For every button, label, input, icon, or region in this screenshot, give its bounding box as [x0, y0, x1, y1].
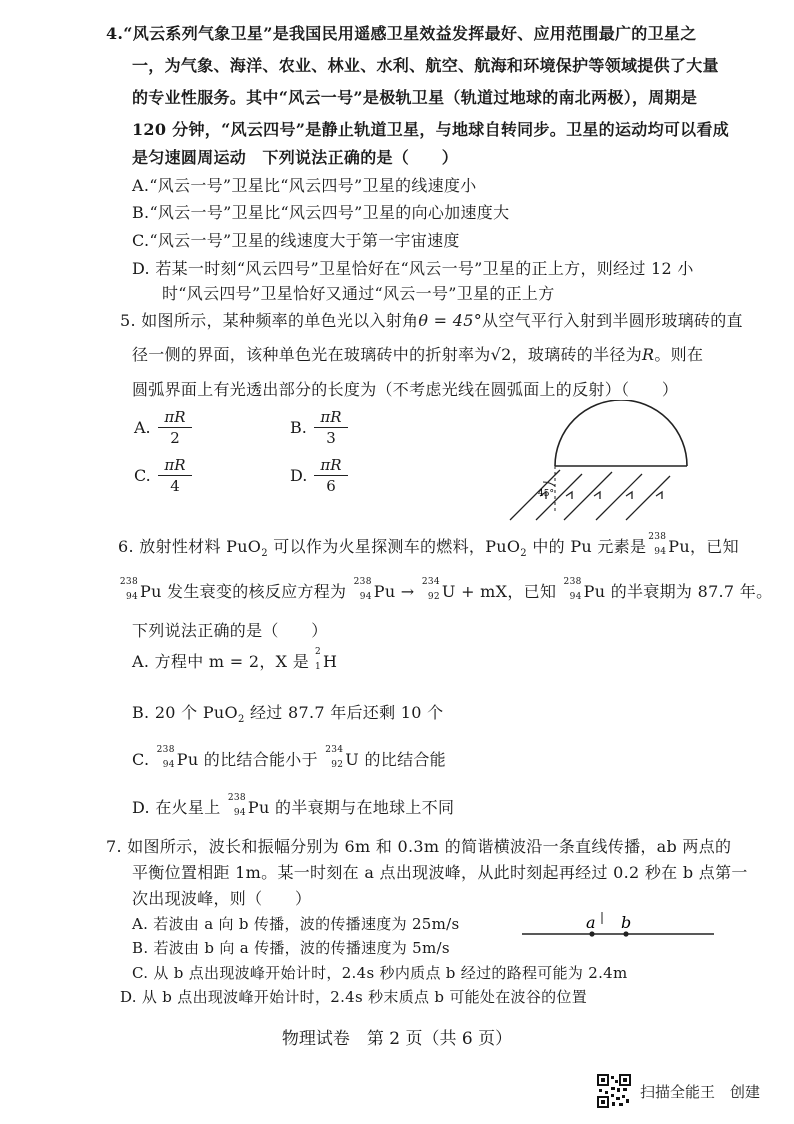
q6-option-b	[132, 701, 443, 725]
q6-text-2d: 的半衰期为 87.7 年。	[605, 582, 773, 601]
q6-mass: 234	[421, 576, 440, 587]
q6-mass: 234	[325, 744, 344, 755]
q7-line-1: 7. 如图所示，波长和振幅分别为 6m 和 0.3m 的简谐横波沿一条直线传播，ab 两点的	[106, 837, 732, 856]
q6-u: U	[345, 750, 360, 769]
q7-line-3: 次出现波峰，则（ ）	[132, 889, 312, 908]
q6-pu: Pu	[668, 537, 690, 556]
q6-pu-isotope-6	[226, 792, 248, 821]
q7-wave-line-figure	[520, 906, 720, 942]
q6-pu-isotope-4	[562, 576, 584, 605]
q4-line-4: 120 分钟，“风云四号”是静止轨道卫星，与地球自转同步。卫星的运动均可以看成	[132, 120, 730, 139]
q6-atomic: 92	[427, 591, 440, 602]
q5-theta: θ = 45°	[418, 311, 483, 330]
q5-text-2a: 径一侧的界面，该种单色光在玻璃砖中的折射率为	[132, 345, 491, 364]
q6-line-2	[118, 576, 773, 605]
q5-c-den: 4	[170, 477, 180, 495]
q6-sub-2c: 2	[237, 714, 245, 726]
q6-u-isotope-1	[420, 576, 442, 605]
q7-option-d: D. 从 b 点出现波峰开始计时，2.4s 秒末质点 b 可能处在波谷的位置	[120, 988, 588, 1006]
q6-atomic: 92	[331, 759, 344, 770]
q5-option-d-fraction	[314, 456, 348, 495]
q6-d-text-b: 的半衰期与在地球上不同	[269, 798, 455, 817]
q6-text-2a: 发生衰变的核反应方程为	[161, 582, 352, 601]
q5-option-c-fraction	[158, 456, 192, 495]
q6-pu: Pu	[373, 582, 396, 601]
q5-text-2b: ，玻璃砖的半径为	[511, 345, 642, 364]
q4-line-1: 4.“风云系列气象卫星”是我国民用遥感卫星效益发挥最好、应用范围最广的卫星之	[106, 24, 697, 43]
q6-mass: 238	[648, 531, 667, 542]
q6-a-text: A. 方程中 m = 2，X 是	[132, 652, 310, 671]
q6-pu-isotope-1	[646, 531, 668, 560]
q5-r: R	[642, 345, 655, 364]
q5-glass-brick-figure	[500, 400, 700, 530]
q6-option-c	[132, 744, 446, 773]
q5-a-num: πR	[158, 408, 192, 428]
q6-atomic: 94	[569, 591, 582, 602]
q5-angle-label: 45°	[538, 489, 554, 499]
q6-atomic: 94	[162, 759, 175, 770]
q7-option-c: C. 从 b 点出现波峰开始计时，2.4s 秒内质点 b 经过的路程可能为 2.4m	[132, 964, 628, 982]
page-footer: 物理试卷 第 2 页（共 6 页）	[281, 1029, 513, 1049]
q5-text-2c: 。则在	[654, 345, 704, 364]
q5-sqrt2: √2	[490, 345, 512, 364]
q6-text-1a: 6. 放射性材料 PuO	[118, 537, 262, 556]
q6-mass: 238	[156, 744, 175, 755]
q6-pu: Pu	[583, 582, 606, 601]
q5-option-c-label: C.	[134, 466, 151, 485]
q6-c-text-c: 的比结合能	[359, 750, 446, 769]
q5-d-num: πR	[314, 456, 348, 476]
q6-mass: 2	[315, 646, 322, 657]
q6-atomic: 94	[125, 591, 138, 602]
q6-atomic: 94	[233, 807, 246, 818]
q6-pu-isotope-3	[352, 576, 374, 605]
q6-sub-2b: 2	[520, 548, 527, 560]
q5-text-1a: 5. 如图所示，某种频率的单色光以入射角	[120, 311, 419, 330]
q5-line-2	[132, 343, 703, 367]
q6-h: H	[323, 652, 338, 671]
q6-h-isotope	[309, 646, 323, 675]
q5-b-den: 3	[326, 429, 336, 447]
q6-line-1	[118, 531, 739, 560]
q6-atomic: 1	[315, 661, 322, 672]
q6-text-1c: 中的 Pu 元素是	[526, 537, 647, 556]
q5-option-a-label: A.	[134, 418, 151, 437]
q6-mass: 238	[119, 576, 138, 587]
q4-option-d-line-1: D. 若某一时刻“风云四号”卫星恰好在“风云一号”卫星的正上方，则经过 12 小	[132, 259, 694, 278]
scanner-watermark: 扫描全能王 创建	[640, 1083, 761, 1101]
q6-atomic: 94	[654, 546, 667, 557]
q6-pu-isotope-2	[118, 576, 140, 605]
q5-c-num: πR	[158, 456, 192, 476]
q6-text-2c: + mX，已知	[455, 582, 562, 601]
q5-line-3: 圆弧界面上有光透出部分的长度为（不考虑光线在圆弧面上的反射）（ ）	[132, 380, 679, 399]
q5-option-d-label: D.	[290, 466, 308, 485]
q4-option-c: C.“风云一号”卫星的线速度大于第一宇宙速度	[132, 231, 460, 250]
q7-option-b: B. 若波由 b 向 a 传播，波的传播速度为 5m/s	[132, 939, 450, 957]
q6-mass: 238	[563, 576, 582, 587]
q4-line-3: 的专业性服务。其中“风云一号”是极轨卫星（轨道过地球的南北两极），周期是	[132, 88, 698, 107]
q6-b-text-2: 经过 87.7 年后还剩 10 个	[244, 703, 444, 722]
q5-option-a-fraction	[158, 408, 192, 447]
q7-point-a-label: a	[586, 913, 596, 932]
q6-u-isotope-2	[323, 744, 345, 773]
q6-arrow: →	[395, 582, 420, 601]
q6-mass: 238	[353, 576, 372, 587]
q6-pu-isotope-5	[155, 744, 177, 773]
q5-line-1	[120, 309, 743, 333]
q6-b-text-1: B. 20 个 PuO	[132, 703, 238, 722]
q5-text-1b: 从空气平行入射到半圆形玻璃砖的直	[482, 311, 743, 330]
q6-text-1d: ，已知	[689, 537, 739, 556]
q6-option-a	[132, 646, 338, 675]
q6-text-1b: 可以作为火星探测车的燃料，PuO	[267, 537, 521, 556]
qr-code-icon	[597, 1074, 631, 1108]
q7-point-b-label: b	[621, 913, 632, 932]
q7-line-2: 平衡位置相距 1m。某一时刻在 a 点出现波峰，从此时刻起再经过 0.2 秒在 b 点第一	[132, 863, 748, 882]
q6-sub-2a: 2	[261, 548, 268, 560]
q6-c-text-b: 的比结合能小于	[198, 750, 324, 769]
q5-a-den: 2	[170, 429, 180, 447]
q6-u: U	[441, 582, 456, 601]
q6-option-d	[132, 792, 455, 821]
q6-pu: Pu	[140, 582, 162, 601]
q6-d-text-a: D. 在火星上	[132, 798, 226, 817]
q6-line-3: 下列说法正确的是（ ）	[132, 621, 328, 640]
q4-line-5: 是匀速圆周运动 下列说法正确的是（ ）	[132, 148, 459, 167]
q6-pu: Pu	[247, 798, 270, 817]
q6-mass: 238	[227, 792, 246, 803]
q4-option-a: A.“风云一号”卫星比“风云四号”卫星的线速度小	[132, 176, 477, 195]
q4-option-b: B.“风云一号”卫星比“风云四号”卫星的向心加速度大	[132, 203, 510, 222]
q6-pu: Pu	[176, 750, 199, 769]
q5-b-num: πR	[314, 408, 348, 428]
q4-option-d-line-2: 时“风云四号”卫星恰好又通过“风云一号”卫星的正上方	[162, 284, 555, 303]
q5-option-b-fraction	[314, 408, 348, 447]
q4-line-2: 一，为气象、海洋、农业、林业、水利、航空、航海和环境保护等领域提供了大量	[132, 56, 719, 75]
q6-c-text-a: C.	[132, 750, 155, 769]
q5-d-den: 6	[326, 477, 336, 495]
q5-option-b-label: B.	[290, 418, 307, 437]
q7-option-a: A. 若波由 a 向 b 传播，波的传播速度为 25m/s	[132, 915, 460, 933]
q6-atomic: 94	[359, 591, 372, 602]
